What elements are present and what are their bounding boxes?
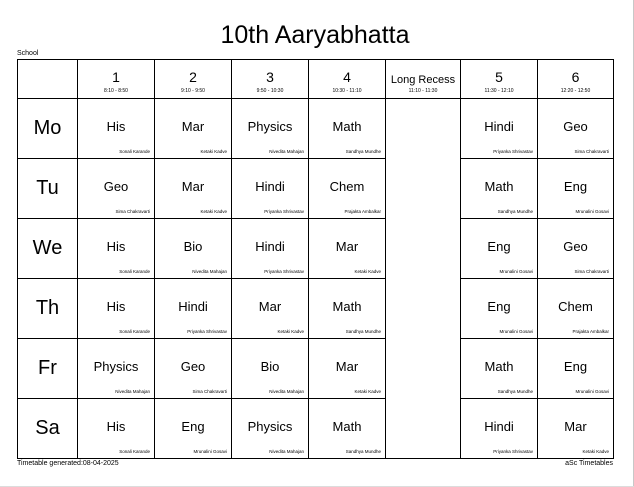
lesson-cell xyxy=(461,159,538,219)
subject: Hindi xyxy=(178,299,208,314)
period-time: 11:30 - 12:10 xyxy=(484,88,514,94)
lesson-cell xyxy=(309,279,386,339)
teacher: Sandhya Mundhe xyxy=(345,149,381,154)
period-time: 12:20 - 12:50 xyxy=(560,88,591,94)
subject: Eng xyxy=(563,359,588,374)
subject: Bio xyxy=(183,239,203,254)
teacher: Ketaki Kadve xyxy=(354,389,381,394)
lesson-cell xyxy=(78,159,155,219)
teacher: Sandhya Mundhe xyxy=(497,209,533,214)
teacher: Sima Chakravarti xyxy=(192,389,227,394)
teacher: Sima Chakravarti xyxy=(574,269,609,274)
teacher: Ketaki Kadve xyxy=(354,269,381,274)
subject: Geo xyxy=(103,179,129,194)
day-row-th xyxy=(18,279,614,339)
timetable-grid xyxy=(17,59,614,459)
teacher: Priyanka Shrivastav xyxy=(493,149,533,154)
subject: Chem xyxy=(329,179,365,194)
teacher: Nivedita Mahajan xyxy=(269,149,304,154)
period-header xyxy=(538,60,614,99)
subject: Mar xyxy=(335,359,359,374)
teacher: Prajakta Ambalkar xyxy=(344,209,381,214)
lesson-cell xyxy=(232,159,309,219)
subject: Hindi xyxy=(255,239,285,254)
teacher: Priyanka Shrivastav xyxy=(264,269,304,274)
teacher: Mrunalini Gosavi xyxy=(575,209,609,214)
teacher: Prajakta Ambalkar xyxy=(572,329,609,334)
subject: Geo xyxy=(180,359,206,374)
lesson-cell xyxy=(461,219,538,279)
lesson-cell xyxy=(538,159,614,219)
lesson-cell xyxy=(309,159,386,219)
teacher: Mrunalini Gosavi xyxy=(575,389,609,394)
subject: Physics xyxy=(247,419,293,434)
lesson-cell xyxy=(232,99,309,159)
teacher: Ketaki Kadve xyxy=(582,449,609,454)
lesson-cell xyxy=(538,279,614,339)
period-time: 8:10 - 8:50 xyxy=(104,88,128,94)
subject: Mar xyxy=(181,119,205,134)
lesson-cell xyxy=(155,279,232,339)
recess-time: 11:10 - 11:30 xyxy=(408,88,438,94)
day-label: Tu xyxy=(18,159,78,219)
subject: His xyxy=(106,119,126,134)
teacher: Sandhya Mundhe xyxy=(345,449,381,454)
lesson-cell xyxy=(461,339,538,399)
period-time: 10:30 - 11:10 xyxy=(332,88,362,94)
lesson-cell xyxy=(232,399,309,459)
recess-label: Long Recess xyxy=(390,74,456,86)
lesson-cell xyxy=(232,279,309,339)
period-number: 3 xyxy=(266,69,274,85)
teacher: Sima Chakravarti xyxy=(115,209,150,214)
timetable-title: 10th Aaryabhatta xyxy=(220,21,410,49)
period-header-row xyxy=(18,60,614,99)
subject: Math xyxy=(332,419,362,434)
teacher: Ketaki Kadve xyxy=(200,209,227,214)
day-row-fr xyxy=(18,339,614,399)
subject: His xyxy=(106,239,126,254)
subject: Math xyxy=(484,359,514,374)
recess-header xyxy=(386,60,461,99)
teacher: Mrunalini Gosavi xyxy=(193,449,227,454)
period-number: 4 xyxy=(343,69,351,85)
period-header xyxy=(461,60,538,99)
lesson-cell xyxy=(155,399,232,459)
lesson-cell xyxy=(78,399,155,459)
teacher: Nivedita Mahajan xyxy=(115,389,150,394)
lesson-cell xyxy=(538,219,614,279)
period-number: 6 xyxy=(571,69,580,85)
lesson-cell xyxy=(309,99,386,159)
subject: Mar xyxy=(258,299,282,314)
subject: Eng xyxy=(563,179,588,194)
subject: Hindi xyxy=(484,419,514,434)
day-row-sa xyxy=(18,399,614,459)
subject: Geo xyxy=(563,239,588,254)
recess-column xyxy=(386,99,461,459)
day-label: Th xyxy=(18,279,78,339)
subject: His xyxy=(106,299,126,314)
teacher: Priyanka Shrivastav xyxy=(187,329,227,334)
teacher: Sonali Karande xyxy=(119,269,150,274)
lesson-cell xyxy=(538,99,614,159)
lesson-cell xyxy=(232,339,309,399)
subject: Geo xyxy=(563,119,588,134)
generated-date: Timetable generated:08-04-2025 xyxy=(17,460,119,467)
subject: Math xyxy=(332,299,362,314)
period-header xyxy=(309,60,386,99)
day-label: Fr xyxy=(18,339,78,399)
teacher: Sonali Karande xyxy=(119,329,150,334)
teacher: Sonali Karande xyxy=(119,149,150,154)
lesson-cell xyxy=(155,219,232,279)
subject: Math xyxy=(332,119,362,134)
lesson-cell xyxy=(461,99,538,159)
period-time: 9:10 - 9:50 xyxy=(181,88,205,94)
teacher: Nivedita Mahajan xyxy=(269,389,304,394)
period-header xyxy=(78,60,155,99)
lesson-cell xyxy=(309,339,386,399)
subject: Hindi xyxy=(484,119,514,134)
teacher: Nivedita Mahajan xyxy=(269,449,304,454)
school-label: School xyxy=(17,50,39,57)
subject: Chem xyxy=(558,299,593,314)
period-time: 9:50 - 10:30 xyxy=(256,88,284,94)
lesson-cell xyxy=(155,339,232,399)
lesson-cell xyxy=(78,99,155,159)
subject: Bio xyxy=(260,359,280,374)
teacher: Ketaki Kadve xyxy=(200,149,227,154)
teacher: Nivedita Mahajan xyxy=(192,269,227,274)
subject: Physics xyxy=(247,119,293,134)
day-row-tu xyxy=(18,159,614,219)
subject: Mar xyxy=(181,179,205,194)
day-label: We xyxy=(18,219,78,279)
lesson-cell xyxy=(461,279,538,339)
teacher: Sandhya Mundhe xyxy=(345,329,381,334)
period-header xyxy=(232,60,309,99)
subject: Eng xyxy=(181,419,205,434)
lesson-cell xyxy=(232,219,309,279)
lesson-cell xyxy=(538,399,614,459)
teacher: Priyanka Shrivastav xyxy=(493,449,533,454)
teacher: Sandhya Mundhe xyxy=(497,389,533,394)
lesson-cell xyxy=(78,279,155,339)
lesson-cell xyxy=(309,219,386,279)
subject: His xyxy=(106,419,126,434)
teacher: Sonali Karande xyxy=(119,449,150,454)
period-number: 2 xyxy=(189,69,197,85)
corner-cell xyxy=(18,60,78,99)
teacher: Mrunalini Gosavi xyxy=(499,329,533,334)
teacher: Sima Chakravarti xyxy=(574,149,609,154)
lesson-cell xyxy=(309,399,386,459)
lesson-cell xyxy=(155,99,232,159)
period-number: 1 xyxy=(112,69,120,85)
subject: Mar xyxy=(564,419,587,434)
brand-label: aSc Timetables xyxy=(565,460,613,467)
subject: Hindi xyxy=(255,179,285,194)
subject: Physics xyxy=(93,359,139,374)
subject: Math xyxy=(484,179,514,194)
subject: Eng xyxy=(487,299,511,314)
day-row-we xyxy=(18,219,614,279)
subject: Eng xyxy=(487,239,511,254)
period-header xyxy=(155,60,232,99)
day-label: Sa xyxy=(18,399,78,459)
teacher: Priyanka Shrivastav xyxy=(264,209,304,214)
lesson-cell xyxy=(78,219,155,279)
teacher: Ketaki Kadve xyxy=(277,329,304,334)
subject: Mar xyxy=(335,239,359,254)
day-row-mo xyxy=(18,99,614,159)
lesson-cell xyxy=(461,399,538,459)
period-number: 5 xyxy=(495,69,503,85)
day-label: Mo xyxy=(18,99,78,159)
lesson-cell xyxy=(155,159,232,219)
lesson-cell xyxy=(538,339,614,399)
teacher: Mrunalini Gosavi xyxy=(499,269,533,274)
lesson-cell xyxy=(78,339,155,399)
